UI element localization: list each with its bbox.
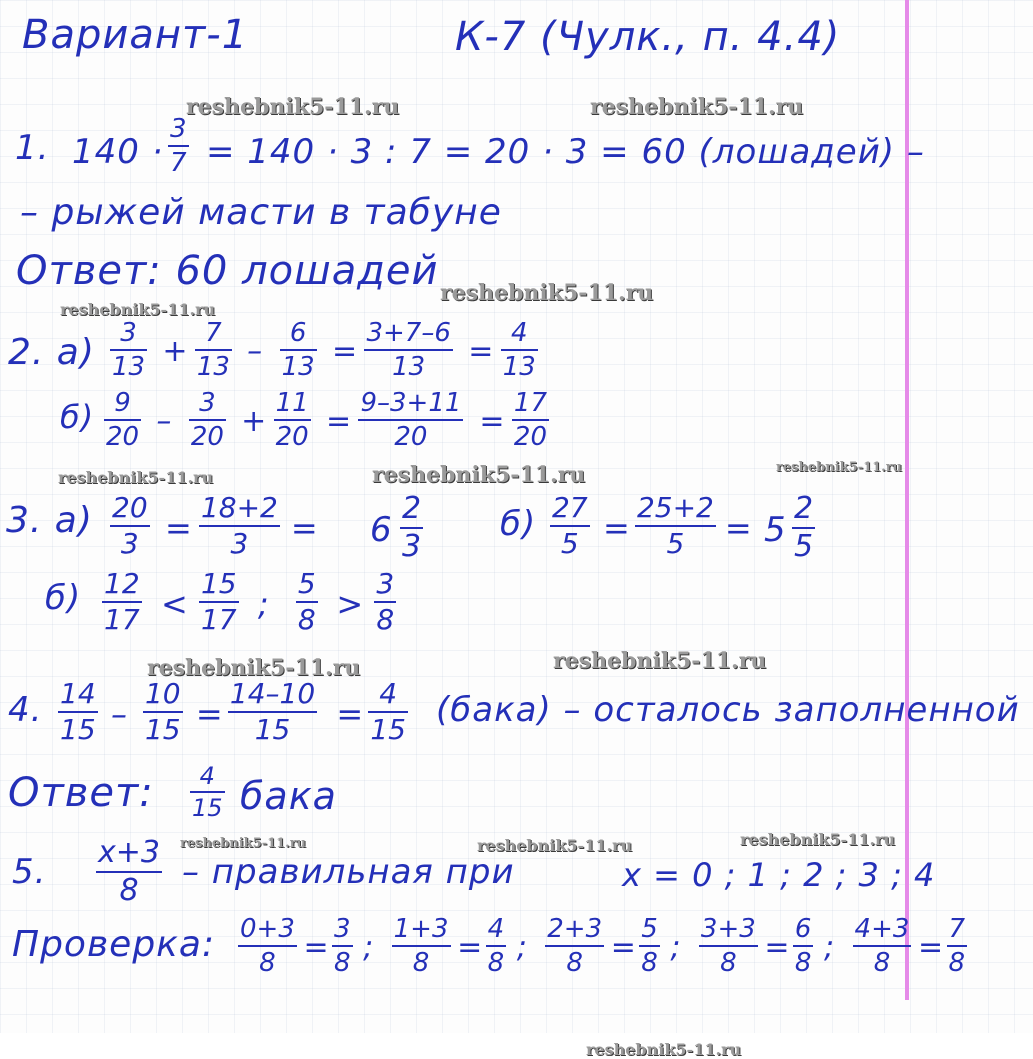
fraction-denominator: 8 (297, 603, 316, 636)
math-operator: – (110, 695, 128, 734)
task1-number: 1. (15, 128, 50, 168)
fraction (364, 320, 452, 380)
fraction (110, 320, 147, 380)
task1-fraction (168, 116, 189, 176)
fraction-numerator: 14 (60, 677, 96, 710)
fraction-numerator: 7 (205, 318, 222, 348)
math-operator: = (290, 509, 319, 548)
fraction-bar (238, 945, 297, 947)
watermark: reshebnik5-11.ru (553, 648, 767, 674)
fraction-denominator: 20 (275, 422, 309, 452)
watermark: reshebnik5-11.ru (740, 830, 896, 849)
task3c-label: б) (45, 578, 82, 618)
task3b-mixed-fraction (792, 491, 815, 564)
fraction (635, 491, 716, 560)
task5-fraction (96, 835, 162, 908)
task4-answer-fraction (190, 764, 225, 820)
task5-number: 5. (12, 852, 47, 892)
fraction-numerator: 14–10 (229, 677, 316, 710)
fraction-numerator: 18+2 (200, 491, 278, 524)
fraction-numerator: 1+3 (393, 914, 449, 944)
fraction-denominator: 8 (566, 948, 583, 978)
fraction (793, 916, 814, 976)
fraction-denominator: 17 (200, 603, 237, 636)
fraction-denominator: 5 (560, 527, 579, 560)
fraction-numerator: 2 (794, 491, 814, 526)
fraction (368, 677, 408, 746)
fraction (358, 390, 463, 450)
task5-text: – правильная при (182, 852, 515, 892)
fraction (545, 916, 604, 976)
task1-answer: Ответ: 60 лошадей (16, 248, 439, 294)
math-operator: = (479, 404, 506, 440)
fraction-denominator: 5 (666, 527, 685, 560)
fraction (486, 916, 507, 976)
watermark: reshebnik5-11.ru (440, 280, 654, 306)
task5-check-label: Проверка: (12, 924, 216, 965)
task3-number: 3. а) (6, 500, 93, 541)
fraction-bar (168, 145, 189, 147)
fraction-bar (699, 945, 758, 947)
fraction (947, 916, 968, 976)
fraction-numerator: 3 (333, 914, 351, 944)
fraction-bar (332, 945, 353, 947)
fraction-numerator: 6 (794, 914, 812, 944)
watermark: reshebnik5-11.ru (586, 1040, 742, 1059)
math-operator: = (610, 930, 637, 966)
task3b-whole: 5 (764, 510, 787, 550)
fraction-bar (189, 419, 226, 421)
watermark: reshebnik5-11.ru (147, 655, 361, 681)
fraction-numerator: 12 (104, 567, 140, 600)
fraction-numerator: 9–3+11 (360, 388, 462, 418)
fraction-bar (947, 945, 968, 947)
watermark: reshebnik5-11.ru (180, 836, 307, 851)
task2b-label: б) (60, 398, 95, 436)
math-operator: ; (670, 930, 682, 966)
fraction-denominator: 8 (376, 603, 395, 636)
fraction (104, 390, 141, 450)
fraction-denominator: 7 (170, 148, 187, 178)
fraction (639, 916, 660, 976)
fraction-bar (190, 791, 225, 793)
fraction (199, 491, 280, 560)
fraction (195, 320, 232, 380)
fraction-denominator: 8 (794, 948, 812, 978)
fraction-denominator: 20 (394, 422, 428, 452)
math-operator: < (160, 585, 189, 624)
fraction (238, 916, 297, 976)
fraction-denominator: 8 (641, 948, 658, 978)
fraction-denominator: 20 (190, 422, 224, 452)
fraction-numerator: 3+7–6 (366, 318, 451, 348)
fraction-numerator: 6 (289, 318, 307, 348)
fraction-bar (392, 945, 451, 947)
fraction (58, 677, 98, 746)
fraction-bar (274, 419, 311, 421)
fraction (143, 677, 183, 746)
fraction-numerator: 5 (641, 914, 658, 944)
watermark: reshebnik5-11.ru (372, 462, 586, 488)
task2-number: 2. а) (8, 332, 95, 373)
fraction-numerator: 5 (297, 567, 316, 600)
fraction-denominator: 5 (794, 529, 814, 564)
fraction-numerator: 4 (487, 914, 505, 944)
math-operator: = (468, 334, 495, 370)
fraction-bar (853, 945, 912, 947)
fraction-numerator: 15 (200, 567, 237, 600)
math-operator: ; (257, 585, 270, 624)
math-operator: ; (363, 930, 375, 966)
math-operator: = (331, 334, 359, 370)
math-operator: ; (824, 930, 836, 966)
task3b-label: б) (500, 504, 537, 544)
fraction (501, 320, 538, 380)
fraction-denominator: 13 (281, 352, 315, 382)
fraction-numerator: 0+3 (240, 914, 295, 944)
fraction-denominator: 8 (412, 948, 430, 978)
fraction-denominator: 3 (230, 527, 249, 560)
math-operator: + (241, 404, 268, 440)
watermark: reshebnik5-11.ru (776, 460, 903, 475)
fraction-bar (104, 419, 141, 421)
test-code: К-7 (Чулк., п. 4.4) (455, 14, 841, 60)
fraction-denominator: 15 (60, 713, 96, 746)
fraction-bar (110, 349, 147, 351)
math-operator: = (336, 695, 365, 734)
math-operator: + (162, 334, 189, 370)
math-operator: = (918, 930, 945, 966)
fraction (296, 567, 318, 636)
fraction-numerator: 3 (120, 318, 137, 348)
math-operator: = (764, 930, 791, 966)
fraction-numerator: x+3 (98, 835, 160, 870)
fraction (102, 567, 142, 636)
math-operator: = (164, 509, 193, 548)
watermark: reshebnik5-11.ru (60, 300, 216, 319)
fraction-numerator: 10 (144, 677, 181, 710)
fraction-denominator: 8 (333, 948, 351, 978)
fraction-numerator: 27 (552, 491, 588, 524)
math-operator: = (195, 695, 224, 734)
fraction-bar (793, 945, 814, 947)
fraction-denominator: 13 (196, 352, 230, 382)
math-operator: ; (516, 930, 528, 966)
fraction-denominator: 8 (487, 948, 505, 978)
math-operator: = (724, 509, 753, 548)
task4-number: 4. (8, 690, 43, 730)
fraction-bar (364, 349, 452, 351)
fraction-bar (545, 945, 604, 947)
math-operator: = (602, 509, 631, 548)
fraction-denominator: 15 (254, 713, 291, 746)
task4-answer-label: Ответ: (8, 770, 154, 816)
math-operator: = (325, 404, 353, 440)
fraction-denominator: 8 (720, 948, 737, 978)
fraction-denominator: 3 (402, 529, 422, 564)
fraction (853, 916, 912, 976)
fraction-numerator: 2+3 (547, 914, 603, 944)
fraction-numerator: 4 (511, 318, 528, 348)
math-operator: – (247, 334, 264, 370)
fraction-numerator: 4 (199, 762, 215, 790)
fraction (199, 567, 239, 636)
fraction-bar (501, 349, 538, 351)
fraction-numerator: 4 (379, 677, 398, 710)
fraction-denominator: 13 (112, 352, 146, 382)
task3a-mixed-fraction (400, 491, 423, 564)
task1-line2: – рыжей масти в табуне (20, 192, 502, 233)
fraction-denominator: 8 (119, 873, 139, 908)
fraction-denominator: 13 (392, 352, 426, 382)
fraction (189, 390, 226, 450)
fraction-numerator: 4+3 (854, 914, 910, 944)
fraction-numerator: 2 (402, 491, 422, 526)
watermark: reshebnik5-11.ru (590, 94, 804, 120)
fraction (274, 390, 311, 450)
fraction (228, 677, 317, 746)
fraction (699, 916, 758, 976)
fraction-denominator: 15 (144, 713, 181, 746)
fraction (110, 491, 150, 560)
fraction-bar (486, 945, 507, 947)
fraction-denominator: 20 (513, 422, 547, 452)
fraction-bar (195, 349, 232, 351)
math-operator: = (303, 930, 330, 966)
fraction (392, 916, 451, 976)
fraction-denominator: 15 (192, 794, 223, 822)
fraction-numerator: 17 (513, 388, 547, 418)
watermark: reshebnik5-11.ru (477, 836, 633, 855)
fraction-numerator: 11 (275, 388, 309, 418)
math-operator: = (457, 930, 484, 966)
fraction-numerator: 3 (170, 114, 187, 144)
fraction-bar (280, 349, 317, 351)
fraction (280, 320, 317, 380)
task1-expr-a: 140 · (72, 132, 164, 172)
fraction-denominator: 8 (259, 948, 276, 978)
fraction-numerator: 20 (112, 491, 148, 524)
fraction-numerator: 3 (199, 388, 216, 418)
fraction (550, 491, 590, 560)
variant-title: Вариант-1 (22, 12, 249, 58)
fraction-bar (512, 419, 549, 421)
fraction-denominator: 20 (106, 422, 140, 452)
fraction-denominator: 17 (104, 603, 140, 636)
fraction-numerator: 25+2 (636, 491, 714, 524)
fraction (512, 390, 549, 450)
task1-expr-b: = 140 · 3 : 7 = 20 · 3 = 60 (лошадей) – (206, 132, 925, 172)
fraction-bar (639, 945, 660, 947)
fraction-numerator: 7 (948, 914, 966, 944)
fraction-denominator: 8 (948, 948, 966, 978)
fraction (374, 567, 396, 636)
fraction-numerator: 3+3 (700, 914, 756, 944)
fraction-bar (358, 419, 463, 421)
fraction-denominator: 8 (873, 948, 891, 978)
fraction-denominator: 13 (502, 352, 536, 382)
watermark: reshebnik5-11.ru (58, 468, 214, 487)
fraction-denominator: 15 (370, 713, 406, 746)
task3a-whole: 6 (370, 510, 393, 550)
task4-answer-unit: бака (240, 774, 337, 818)
fraction-numerator: 9 (114, 388, 131, 418)
task4-text: (бака) – осталось заполненной (436, 690, 1020, 730)
task5-values: x = 0 ; 1 ; 2 ; 3 ; 4 (622, 856, 936, 894)
fraction-denominator: 3 (120, 527, 139, 560)
fraction-numerator: 3 (376, 567, 395, 600)
fraction (332, 916, 353, 976)
math-operator: – (156, 404, 173, 440)
watermark: reshebnik5-11.ru (186, 94, 400, 120)
math-operator: > (336, 585, 365, 624)
